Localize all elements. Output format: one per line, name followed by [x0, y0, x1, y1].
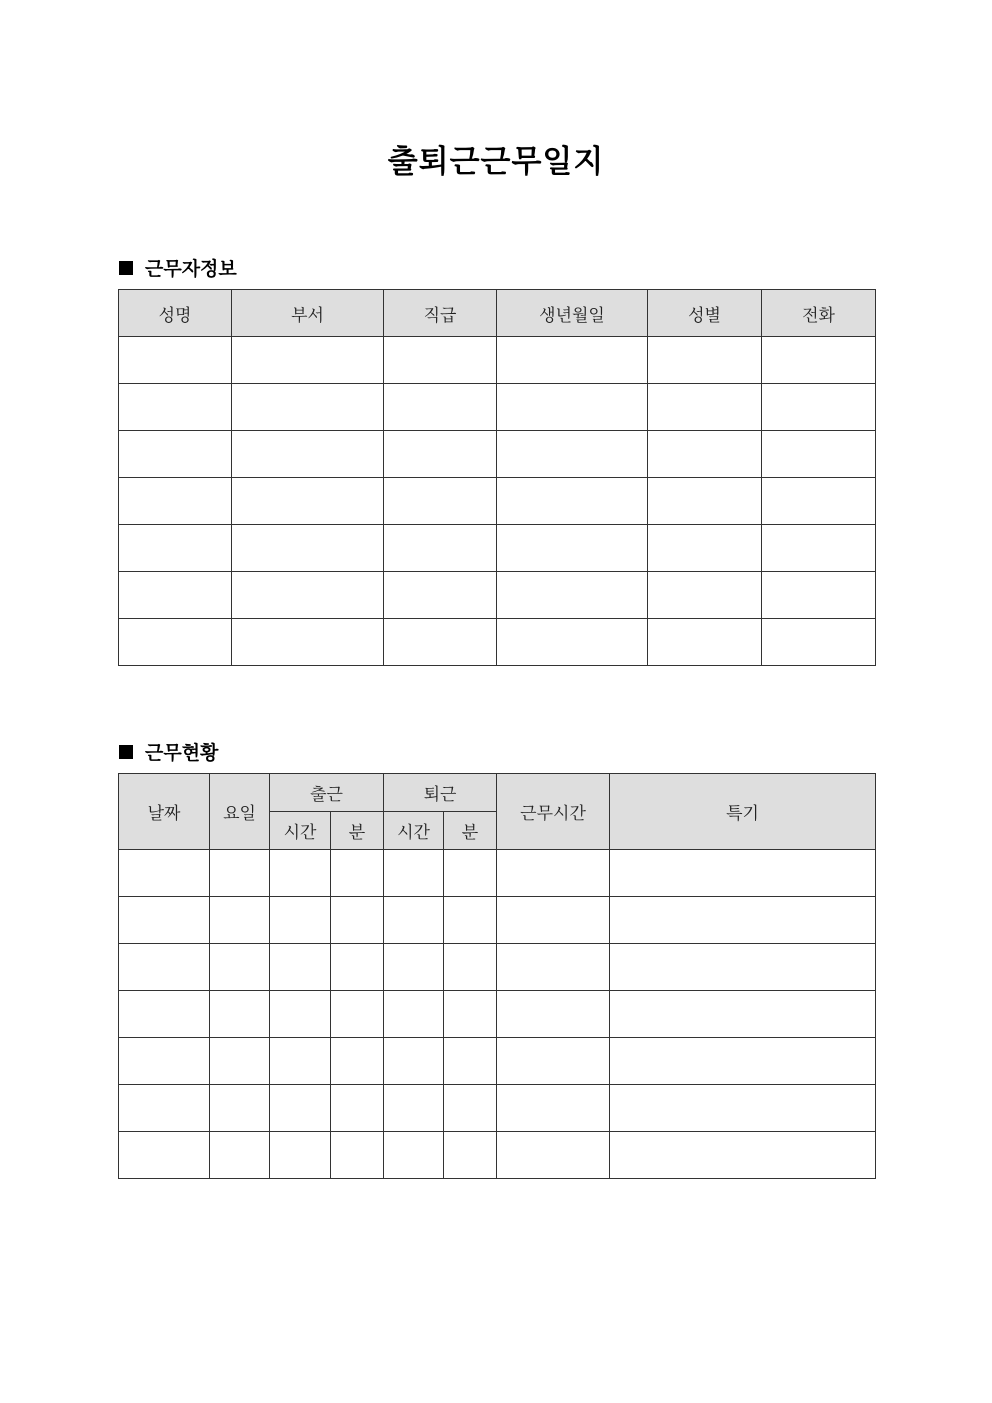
work-status-cell[interactable]	[119, 1132, 210, 1179]
work-status-cell[interactable]	[610, 991, 876, 1038]
work-status-cell[interactable]	[331, 897, 384, 944]
work-status-cell[interactable]	[384, 991, 444, 1038]
work-status-cell[interactable]	[270, 850, 331, 897]
worker-info-cell[interactable]	[232, 384, 384, 431]
work-status-cell[interactable]	[331, 944, 384, 991]
work-status-heading-label: 근무현황	[145, 742, 219, 764]
table-row	[119, 1038, 876, 1085]
work-status-cell[interactable]	[384, 1038, 444, 1085]
worker-info-cell[interactable]	[497, 572, 648, 619]
table-row	[119, 384, 876, 431]
worker-info-cell[interactable]	[119, 337, 232, 384]
worker-info-cell[interactable]	[497, 384, 648, 431]
work-status-cell[interactable]	[444, 991, 497, 1038]
work-status-cell[interactable]	[384, 850, 444, 897]
worker-info-cell[interactable]	[232, 619, 384, 666]
col-header-gender: 성별	[648, 290, 762, 337]
table-row	[119, 1085, 876, 1132]
work-status-cell[interactable]	[331, 1085, 384, 1132]
work-status-cell[interactable]	[119, 991, 210, 1038]
worker-info-cell[interactable]	[762, 619, 876, 666]
work-status-cell[interactable]	[610, 944, 876, 991]
work-status-cell[interactable]	[210, 897, 270, 944]
worker-info-cell[interactable]	[384, 384, 497, 431]
col-header-weekday: 요일	[210, 774, 270, 850]
col-header-date: 날짜	[119, 774, 210, 850]
table-row	[119, 478, 876, 525]
worker-info-cell[interactable]	[232, 525, 384, 572]
work-status-cell[interactable]	[119, 897, 210, 944]
table-row	[119, 525, 876, 572]
work-status-table	[118, 773, 876, 1179]
work-status-heading	[119, 738, 218, 765]
work-status-cell[interactable]	[119, 1085, 210, 1132]
work-status-cell[interactable]	[610, 1038, 876, 1085]
worker-info-cell[interactable]	[762, 384, 876, 431]
work-status-cell[interactable]	[497, 897, 610, 944]
table-row	[119, 337, 876, 384]
work-status-cell[interactable]	[610, 1132, 876, 1179]
worker-info-cell[interactable]	[119, 572, 232, 619]
worker-info-cell[interactable]	[232, 478, 384, 525]
worker-info-cell[interactable]	[497, 337, 648, 384]
work-status-cell[interactable]	[210, 850, 270, 897]
col-header-name: 성명	[119, 290, 232, 337]
work-status-cell[interactable]	[610, 897, 876, 944]
work-status-cell[interactable]	[270, 897, 331, 944]
col-header-notes: 특기	[610, 774, 876, 850]
page-title: 출퇴근근무일지	[387, 144, 605, 180]
worker-info-cell[interactable]	[384, 431, 497, 478]
work-status-cell[interactable]	[497, 1038, 610, 1085]
work-status-cell[interactable]	[210, 944, 270, 991]
work-status-cell[interactable]	[444, 850, 497, 897]
table-row	[119, 619, 876, 666]
work-status-cell[interactable]	[119, 944, 210, 991]
work-status-rows	[119, 850, 876, 1179]
col-header-work-hours: 근무시간	[497, 774, 610, 850]
worker-info-cell[interactable]	[384, 478, 497, 525]
work-status-cell[interactable]	[444, 1085, 497, 1132]
col-header-birthdate: 생년월일	[497, 290, 648, 337]
work-status-cell[interactable]	[497, 850, 610, 897]
work-status-cell[interactable]	[444, 897, 497, 944]
work-status-cell[interactable]	[119, 850, 210, 897]
work-status-cell[interactable]	[610, 1085, 876, 1132]
worker-info-cell[interactable]	[762, 572, 876, 619]
work-status-cell[interactable]	[444, 1038, 497, 1085]
work-status-cell[interactable]	[384, 1132, 444, 1179]
square-bullet-icon	[119, 745, 133, 759]
worker-info-cell[interactable]	[384, 525, 497, 572]
work-status-cell[interactable]	[210, 1132, 270, 1179]
worker-info-cell[interactable]	[648, 478, 762, 525]
work-status-cell[interactable]	[270, 1038, 331, 1085]
work-status-cell[interactable]	[610, 850, 876, 897]
worker-info-cell[interactable]	[119, 619, 232, 666]
work-status-cell[interactable]	[270, 944, 331, 991]
col-header-clock-in-minute: 분	[331, 812, 384, 850]
worker-info-cell[interactable]	[762, 337, 876, 384]
worker-info-cell[interactable]	[232, 572, 384, 619]
work-status-cell[interactable]	[331, 1038, 384, 1085]
worker-info-cell[interactable]	[497, 619, 648, 666]
col-header-phone: 전화	[762, 290, 876, 337]
table-row	[119, 1132, 876, 1179]
worker-info-cell[interactable]	[119, 478, 232, 525]
worker-info-cell[interactable]	[762, 525, 876, 572]
work-status-cell[interactable]	[119, 1038, 210, 1085]
worker-info-cell[interactable]	[497, 525, 648, 572]
worker-info-cell[interactable]	[762, 478, 876, 525]
col-header-clock-out: 퇴근	[384, 774, 497, 812]
worker-info-cell[interactable]	[119, 431, 232, 478]
worker-info-cell[interactable]	[497, 478, 648, 525]
work-status-cell[interactable]	[331, 991, 384, 1038]
square-bullet-icon	[119, 261, 133, 275]
table-row	[119, 944, 876, 991]
worker-info-cell[interactable]	[232, 431, 384, 478]
worker-info-heading-label: 근무자정보	[145, 258, 237, 280]
col-header-position: 직급	[384, 290, 497, 337]
col-header-clock-out-minute: 분	[444, 812, 497, 850]
work-status-cell[interactable]	[497, 1085, 610, 1132]
worker-info-cell[interactable]	[648, 384, 762, 431]
work-status-cell[interactable]	[384, 1085, 444, 1132]
worker-info-cell[interactable]	[384, 619, 497, 666]
col-header-clock-in-hour: 시간	[270, 812, 331, 850]
worker-info-cell[interactable]	[648, 619, 762, 666]
worker-info-cell[interactable]	[648, 572, 762, 619]
worker-info-table	[118, 289, 876, 666]
worker-info-cell[interactable]	[648, 431, 762, 478]
work-status-cell[interactable]	[331, 850, 384, 897]
work-status-cell[interactable]	[270, 991, 331, 1038]
work-status-cell[interactable]	[210, 1038, 270, 1085]
work-status-cell[interactable]	[384, 944, 444, 991]
worker-info-cell[interactable]	[119, 384, 232, 431]
work-status-cell[interactable]	[444, 1132, 497, 1179]
table-row	[119, 897, 876, 944]
col-header-department: 부서	[232, 290, 384, 337]
worker-info-cell[interactable]	[762, 431, 876, 478]
worker-info-cell[interactable]	[232, 337, 384, 384]
worker-info-cell[interactable]	[119, 525, 232, 572]
worker-info-cell[interactable]	[648, 337, 762, 384]
worker-info-heading	[119, 254, 237, 281]
worker-info-cell[interactable]	[497, 431, 648, 478]
work-status-cell[interactable]	[210, 991, 270, 1038]
work-status-cell[interactable]	[384, 897, 444, 944]
table-row	[119, 850, 876, 897]
work-status-cell[interactable]	[270, 1132, 331, 1179]
table-row	[119, 991, 876, 1038]
work-status-cell[interactable]	[497, 991, 610, 1038]
worker-info-cell[interactable]	[384, 572, 497, 619]
table-row	[119, 572, 876, 619]
work-status-cell[interactable]	[497, 944, 610, 991]
work-status-cell[interactable]	[270, 1085, 331, 1132]
worker-info-cell[interactable]	[384, 337, 497, 384]
work-status-cell[interactable]	[331, 1132, 384, 1179]
worker-info-cell[interactable]	[648, 525, 762, 572]
work-status-cell[interactable]	[210, 1085, 270, 1132]
worker-info-rows	[119, 337, 876, 666]
col-header-clock-out-hour: 시간	[384, 812, 444, 850]
work-status-cell[interactable]	[444, 944, 497, 991]
work-status-cell[interactable]	[497, 1132, 610, 1179]
col-header-clock-in: 출근	[270, 774, 384, 812]
table-row	[119, 431, 876, 478]
